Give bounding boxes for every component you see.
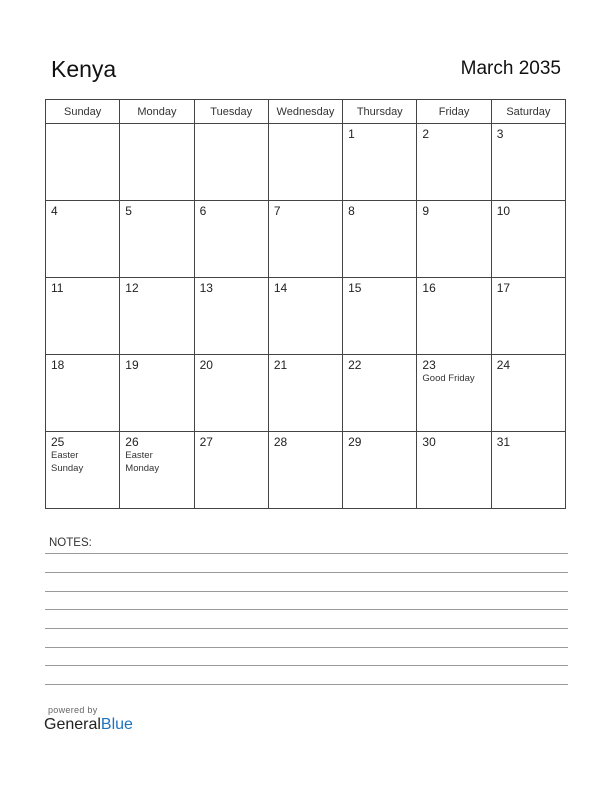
week-row <box>46 201 566 278</box>
day-cell <box>417 201 491 278</box>
holiday-label-line: Easter <box>51 450 79 461</box>
day-cell <box>46 278 120 355</box>
day-cell <box>268 432 342 509</box>
note-line <box>45 572 568 573</box>
day-number: 6 <box>199 204 207 218</box>
day-cell <box>343 124 417 201</box>
day-cell <box>46 432 120 509</box>
weekday-header: Thursday <box>343 100 417 124</box>
day-number <box>269 124 342 127</box>
day-cell <box>194 201 268 278</box>
day-number: 14 <box>273 281 288 295</box>
day-number: 8 <box>348 204 355 218</box>
note-line <box>45 591 568 592</box>
country-title: Kenya <box>51 56 117 82</box>
day-cell <box>491 432 565 509</box>
day-number: 17 <box>496 281 511 295</box>
day-number: 22 <box>348 358 362 372</box>
day-number: 20 <box>199 358 213 372</box>
powered-by-text: powered by <box>48 705 98 715</box>
day-number: 7 <box>273 204 281 218</box>
day-cell <box>343 201 417 278</box>
day-cell <box>268 278 342 355</box>
day-number <box>46 124 119 127</box>
day-cell <box>343 432 417 509</box>
day-cell <box>120 432 194 509</box>
weekday-header-row <box>46 100 566 124</box>
day-number: 27 <box>199 435 213 449</box>
brand-name-part1: General <box>44 716 101 733</box>
day-number: 16 <box>422 281 436 295</box>
day-number: 4 <box>51 204 58 218</box>
day-cell <box>491 278 565 355</box>
note-line <box>45 628 568 629</box>
day-number <box>120 124 193 127</box>
day-number: 9 <box>422 204 430 218</box>
day-number <box>195 124 268 127</box>
day-number: 26 <box>125 435 139 449</box>
week-row <box>46 124 566 201</box>
day-cell <box>417 355 491 432</box>
day-cell <box>491 201 565 278</box>
day-number: 18 <box>51 358 65 372</box>
day-number: 3 <box>496 127 504 141</box>
weekday-header: Wednesday <box>268 100 342 124</box>
weekday-header: Friday <box>417 100 491 124</box>
week-row <box>46 355 566 432</box>
day-cell <box>120 124 194 201</box>
weekday-header: Tuesday <box>194 100 268 124</box>
holiday-label-line: Monday <box>125 462 160 474</box>
day-number: 5 <box>125 204 132 218</box>
day-cell <box>268 124 342 201</box>
day-cell <box>491 124 565 201</box>
day-cell <box>343 278 417 355</box>
day-number: 25 <box>51 435 65 449</box>
holiday-label-line: Sunday <box>51 462 84 474</box>
day-cell <box>417 432 491 509</box>
note-line <box>45 553 568 554</box>
note-line <box>45 684 568 685</box>
note-line <box>45 665 568 666</box>
day-number: 19 <box>125 358 139 372</box>
weekday-header: Saturday <box>491 100 565 124</box>
day-cell <box>120 278 194 355</box>
day-cell <box>417 278 491 355</box>
week-row <box>46 278 566 355</box>
day-number: 29 <box>348 435 362 449</box>
weekday-header: Sunday <box>46 100 120 124</box>
day-cell <box>194 355 268 432</box>
day-number: 28 <box>273 435 288 449</box>
day-cell <box>46 201 120 278</box>
brand-name-part2: Blue <box>100 716 133 733</box>
day-cell <box>120 201 194 278</box>
day-number: 31 <box>496 435 511 449</box>
month-title: March 2035 <box>460 58 561 79</box>
day-number: 23 <box>422 358 436 372</box>
day-cell <box>417 124 491 201</box>
day-cell <box>194 432 268 509</box>
note-line <box>45 647 568 648</box>
day-number: 11 <box>51 281 64 295</box>
day-cell <box>268 355 342 432</box>
day-cell <box>46 124 120 201</box>
week-row <box>46 432 566 509</box>
day-cell <box>268 201 342 278</box>
holiday-label-line: Easter <box>125 450 153 461</box>
notes-label: NOTES: <box>49 537 92 549</box>
day-cell <box>491 355 565 432</box>
day-cell <box>194 278 268 355</box>
day-number: 15 <box>348 281 362 295</box>
day-number: 12 <box>125 281 139 295</box>
day-cell <box>120 355 194 432</box>
day-number: 21 <box>273 358 288 372</box>
day-number: 10 <box>496 204 511 218</box>
holiday-label: Good Friday <box>422 373 475 384</box>
day-number: 2 <box>422 127 430 141</box>
day-cell <box>194 124 268 201</box>
brand-logo <box>44 716 133 734</box>
weekday-header: Monday <box>120 100 194 124</box>
day-cell <box>343 355 417 432</box>
note-line <box>45 609 568 610</box>
day-number: 1 <box>348 127 355 141</box>
day-number: 13 <box>199 281 213 295</box>
day-number: 24 <box>496 358 511 372</box>
day-cell <box>46 355 120 432</box>
day-number: 30 <box>422 435 436 449</box>
calendar-grid <box>45 99 566 509</box>
